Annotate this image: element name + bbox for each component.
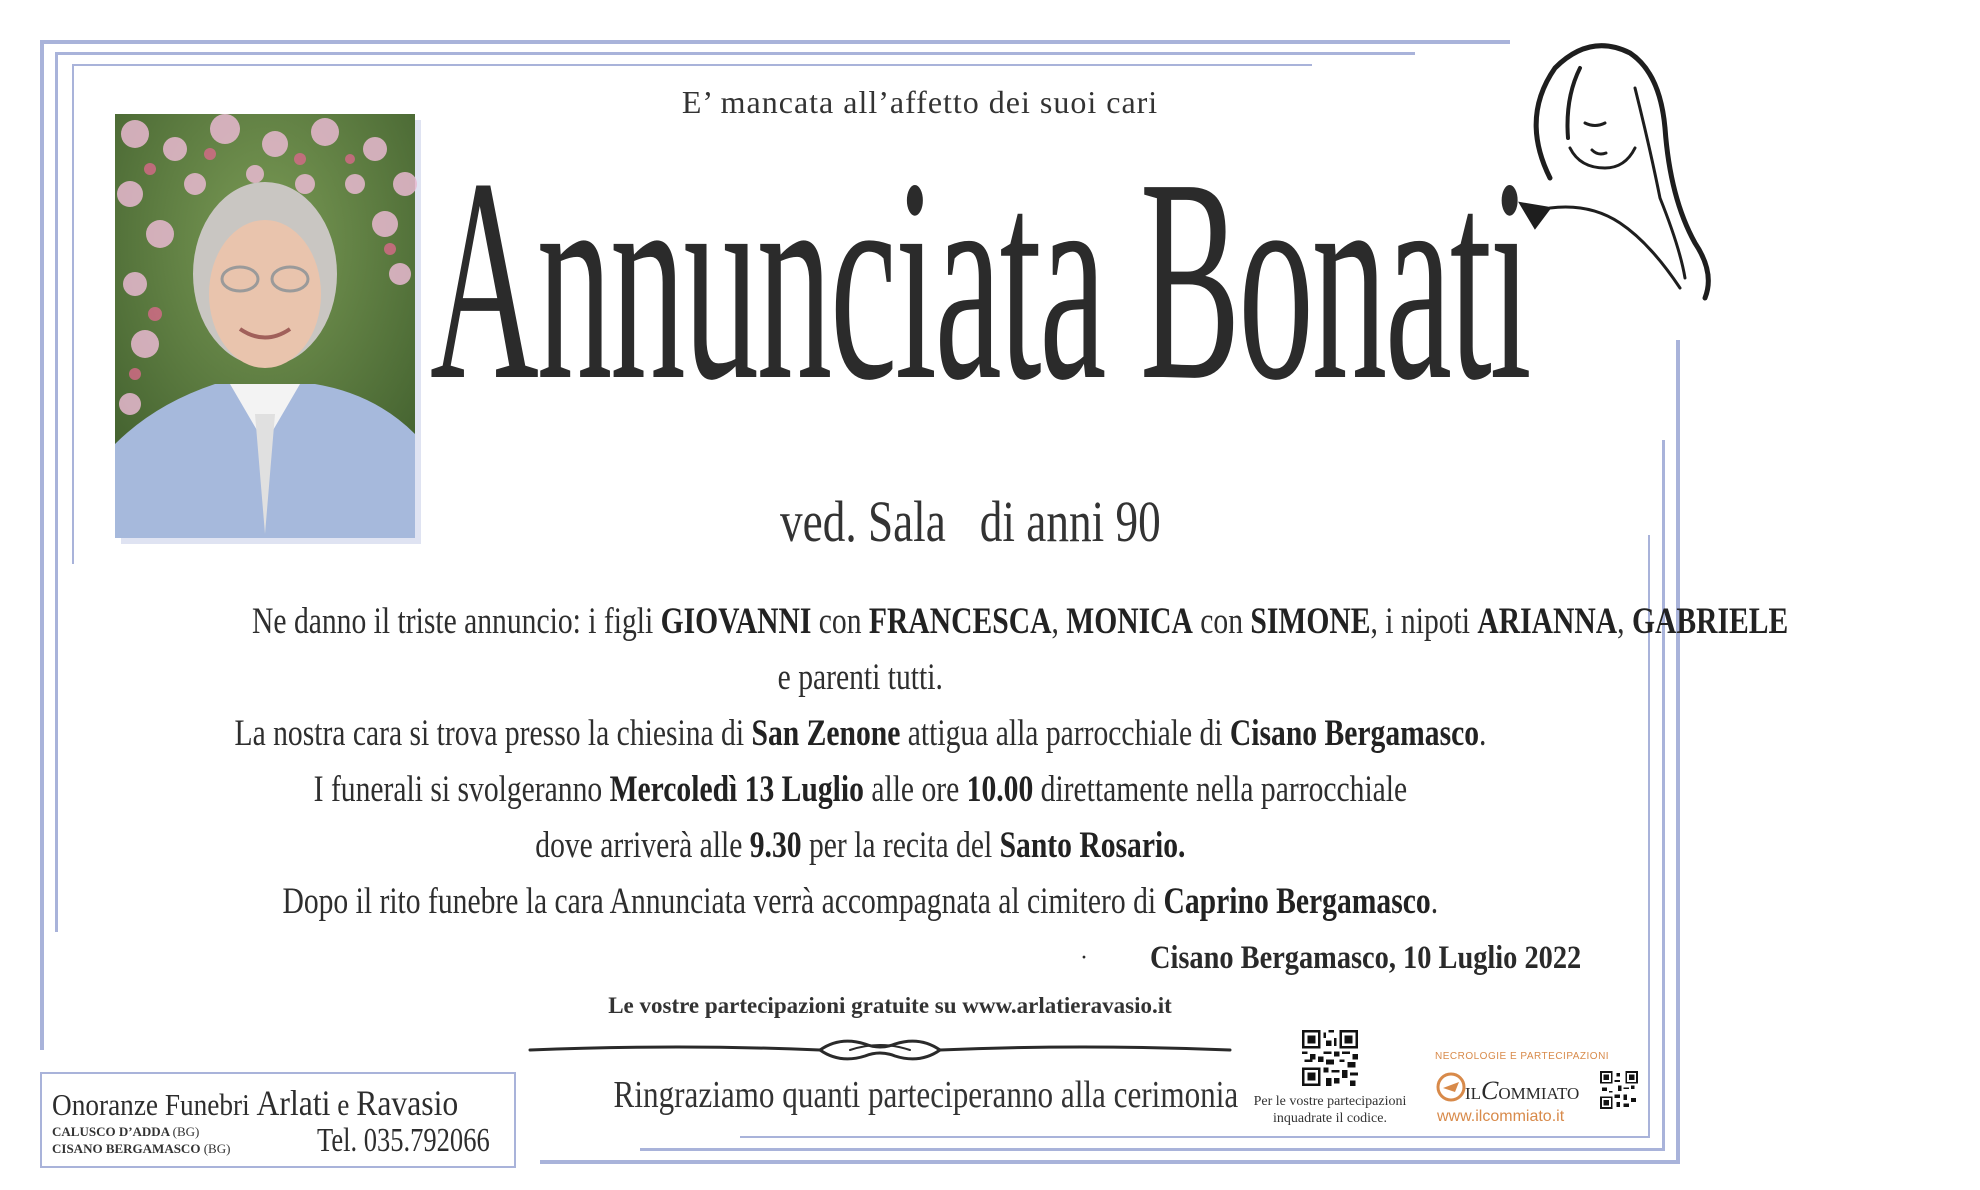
burial-pre: Dopo il rito funebre la cara Annunciata verrà accompagnata al cimitero di: [282, 881, 1156, 922]
location-mid: attigua alla parrocchiale di: [907, 713, 1223, 754]
qr-code-icon[interactable]: [1302, 1030, 1358, 1086]
funeral-home-location-1-prov: (BG): [172, 1124, 200, 1139]
sep-2: , i nipoti: [1370, 601, 1470, 642]
frame-right-2: [1662, 440, 1665, 1150]
funeral-day: Mercoledì 13 Luglio: [609, 769, 864, 810]
subtitle-widow-age: ved. Sala di anni 90: [780, 489, 1161, 554]
qr-note: [1230, 1093, 1430, 1127]
frame-left-1: [40, 40, 44, 1050]
portrait-photo-illustration: [115, 114, 415, 538]
relatives-all: e parenti tutti.: [777, 657, 943, 698]
burial-place: Caprino Bergamasco: [1163, 881, 1431, 922]
family-name-giovanni: GIOVANNI: [660, 601, 812, 642]
funeral-home-location-2-name: CISANO BERGAMASCO: [52, 1141, 201, 1156]
rosary-time: 9.30: [749, 825, 802, 866]
frame-bottom-3: [740, 1136, 1650, 1138]
qr-note-line-1: Per le vostre partecipazioni: [1253, 1094, 1407, 1109]
funeral-mid: alle ore: [870, 769, 959, 810]
rosary-pre: dove arriverà alle: [534, 825, 742, 866]
funeral-home-location-1-name: CALUSCO D’ADDA: [52, 1124, 170, 1139]
frame-top-3: [72, 64, 1312, 66]
commiato-mark-icon: [1435, 1070, 1469, 1104]
frame-bottom-2: [640, 1148, 1665, 1151]
deceased-name-text: Annunciata Bonati: [430, 119, 1530, 440]
sep-1: ,: [1051, 601, 1059, 642]
frame-left-2: [55, 52, 58, 932]
rosary-mid: per la recita del: [808, 825, 992, 866]
heading-line: E’ mancata all’affetto dei suoi cari: [681, 84, 1159, 120]
funeral-home-name-1: Arlati: [256, 1083, 331, 1123]
family-name-francesca: FRANCESCA: [868, 601, 1052, 642]
rosary-line: [60, 824, 1660, 867]
necrologie-label: NECROLOGIE E PARTECIPAZIONI: [1435, 1051, 1610, 1062]
deceased-name: [430, 115, 1550, 445]
frame-left-3: [72, 64, 74, 564]
funeral-home-location-2-prov: (BG): [203, 1141, 231, 1156]
thanks-text: Ringraziamo quanti parteciperanno alla cerimonia: [613, 1074, 1239, 1116]
frame-top-1: [40, 40, 1510, 44]
announcement-intro: Ne danno il triste annuncio: i figli: [252, 601, 654, 642]
funeral-home-and: e: [337, 1087, 350, 1122]
commiato-rest: OMMIATO: [1498, 1084, 1580, 1103]
burial-line: [60, 880, 1660, 923]
funeral-pre: I funerali si svolgeranno: [313, 769, 602, 810]
thanks-line: [545, 1073, 1239, 1117]
conj-con-1: con: [818, 601, 862, 642]
church-name: San Zenone: [751, 713, 900, 754]
stray-dot: ·: [1080, 945, 1088, 971]
family-name-gabriele: GABRIELE: [1631, 601, 1789, 642]
family-name-arianna: ARIANNA: [1477, 601, 1618, 642]
portrait-photo: [115, 114, 415, 538]
funeral-time: 10.00: [966, 769, 1033, 810]
conj-con-2: con: [1200, 601, 1244, 642]
commiato-url-link[interactable]: www.ilcommiato.it: [1437, 1108, 1565, 1125]
qr-note-line-2: inquadrate il codice.: [1273, 1111, 1387, 1126]
place-date-line: Cisano Bergamasco, 10 Luglio 2022: [1150, 940, 1582, 976]
burial-end: .: [1430, 881, 1438, 922]
funeral-line: [60, 768, 1660, 811]
frame-right-1: [1676, 340, 1680, 1162]
funeral-home-location-1: [52, 1124, 199, 1140]
participation-website-line: Le vostre partecipazioni gratuite su www.arlatieravasio.it: [608, 993, 1172, 1018]
funeral-home-name-2: Ravasio: [356, 1083, 459, 1123]
location-pre: La nostra cara si trova presso la chiesina di: [234, 713, 744, 754]
announcement-line-1: [60, 600, 1789, 643]
town-name: Cisano Bergamasco: [1229, 713, 1479, 754]
location-line: [60, 712, 1660, 755]
commiato-c: C: [1481, 1076, 1499, 1105]
funeral-home-location-2: [52, 1141, 230, 1157]
announcement-line-2: [60, 656, 1660, 699]
family-name-monica: MONICA: [1066, 601, 1193, 642]
commiato-il: IL: [1465, 1084, 1482, 1103]
location-end: .: [1478, 713, 1486, 754]
qr-code-icon[interactable]: [1600, 1071, 1638, 1109]
family-name-simone: SIMONE: [1250, 601, 1371, 642]
sep-3: ,: [1617, 601, 1625, 642]
funeral-home-title-small: Onoranze Funebri: [52, 1087, 250, 1122]
rosary-name: Santo Rosario.: [999, 825, 1186, 866]
frame-top-2: [55, 52, 1415, 55]
frame-bottom-1: [540, 1160, 1680, 1164]
commiato-logo-icon[interactable]: [1435, 1070, 1595, 1104]
funeral-end: direttamente nella parrocchiale: [1040, 769, 1407, 810]
funeral-home-phone: Tel. 035.792066: [317, 1122, 490, 1159]
funeral-home-box: [40, 1072, 516, 1168]
ornament-divider-icon: [530, 1030, 1230, 1070]
funeral-home-title: [52, 1082, 458, 1124]
